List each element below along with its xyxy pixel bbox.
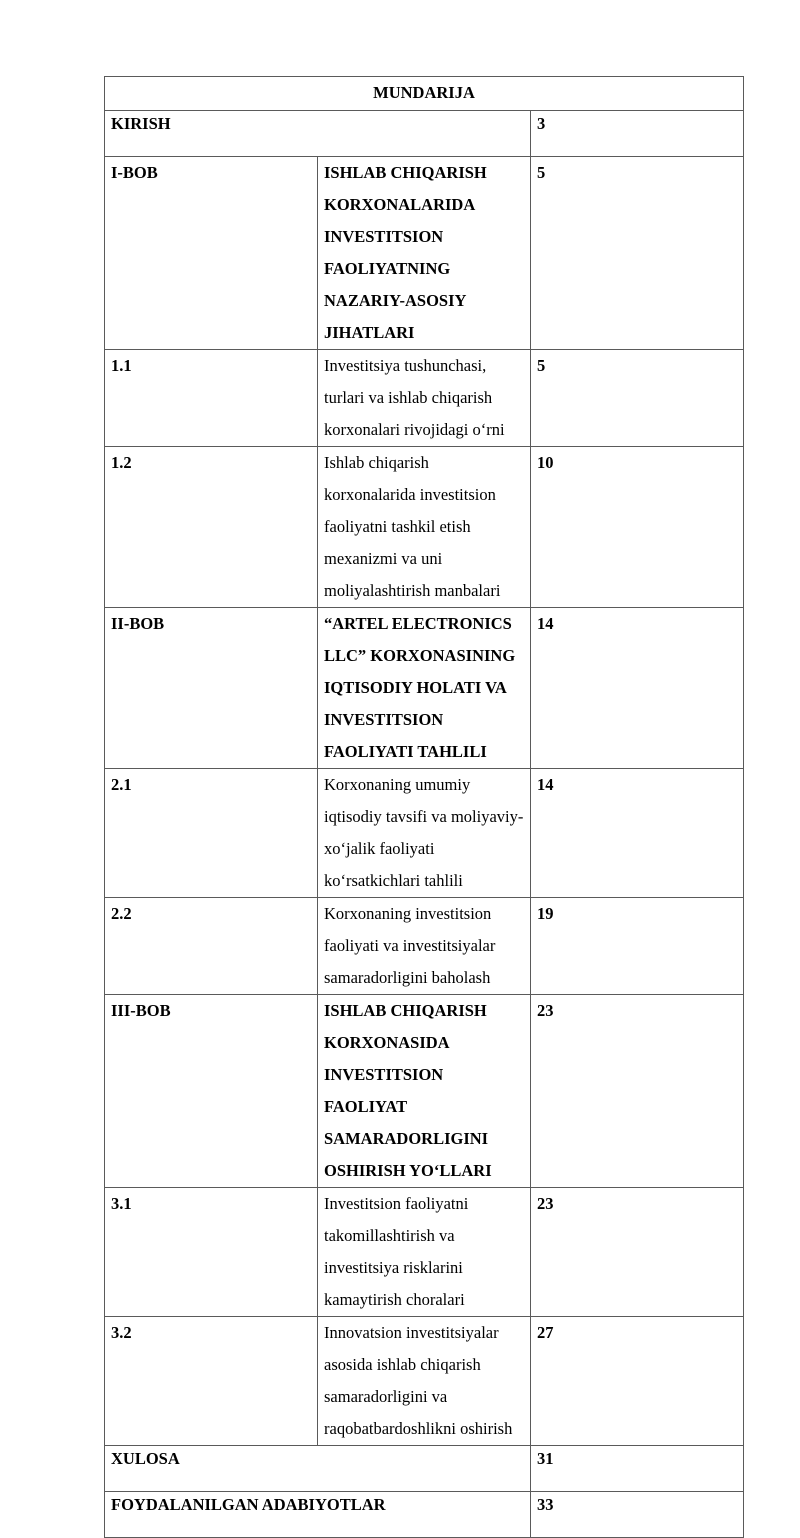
toc-row bbox=[105, 157, 744, 350]
row-page: 27 bbox=[531, 1317, 744, 1446]
row-title: “ARTEL ELECTRONICS LLC” KORXONASINING IQTISODIY HOLATI VA INVESTITSION FAOLIYATI TAHLILI bbox=[318, 608, 531, 769]
row-title: Korxonaning investitsion faoliyati va investitsiyalar samaradorligini baholash bbox=[318, 898, 531, 995]
toc-row bbox=[105, 1188, 744, 1317]
row-page: 23 bbox=[531, 995, 744, 1188]
row-number: I-BOB bbox=[105, 157, 318, 350]
row-title: Investitsion faoliyatni takomillashtirish va investitsiya risklarini kamaytirish choralari bbox=[318, 1188, 531, 1317]
toc-title-row bbox=[105, 77, 744, 111]
row-title: Investitsiya tushunchasi, turlari va ishlab chiqarish korxonalari rivojidagi o‘rni bbox=[318, 350, 531, 447]
row-page: 10 bbox=[531, 447, 744, 608]
row-page: 19 bbox=[531, 898, 744, 995]
toc-intro-row bbox=[105, 111, 744, 157]
row-number: 3.1 bbox=[105, 1188, 318, 1317]
row-number: 2.1 bbox=[105, 769, 318, 898]
toc-references-row bbox=[105, 1492, 744, 1538]
row-title: ISHLAB CHIQARISH KORXONALARIDA INVESTITSION FAOLIYATNING NAZARIY-ASOSIY JIHATLARI bbox=[318, 157, 531, 350]
references-page: 33 bbox=[531, 1492, 744, 1538]
row-title: Ishlab chiqarish korxonalarida investitsion faoliyatni tashkil etish mexanizmi va uni moliyalashtirish manbalari bbox=[318, 447, 531, 608]
table-of-contents bbox=[104, 76, 744, 1538]
row-page: 23 bbox=[531, 1188, 744, 1317]
toc-row bbox=[105, 608, 744, 769]
row-title: Innovatsion investitsiyalar asosida ishlab chiqarish samaradorligini va raqobatbardoshlikni oshirish bbox=[318, 1317, 531, 1446]
row-number: 2.2 bbox=[105, 898, 318, 995]
row-page: 5 bbox=[531, 157, 744, 350]
toc-title: MUNDARIJA bbox=[105, 77, 744, 111]
row-number: 1.2 bbox=[105, 447, 318, 608]
row-number: 3.2 bbox=[105, 1317, 318, 1446]
row-title: Korxonaning umumiy iqtisodiy tavsifi va moliyaviy-xo‘jalik faoliyati ko‘rsatkichlari tahlili bbox=[318, 769, 531, 898]
toc-row bbox=[105, 447, 744, 608]
toc-row bbox=[105, 1317, 744, 1446]
row-number: II-BOB bbox=[105, 608, 318, 769]
references-label: FOYDALANILGAN ADABIYOTLAR bbox=[105, 1492, 531, 1538]
intro-label: KIRISH bbox=[105, 111, 531, 157]
toc-row bbox=[105, 350, 744, 447]
intro-page: 3 bbox=[531, 111, 744, 157]
toc-row bbox=[105, 769, 744, 898]
row-page: 14 bbox=[531, 608, 744, 769]
row-title: ISHLAB CHIQARISH KORXONASIDA INVESTITSION FAOLIYAT SAMARADORLIGINI OSHIRISH YO‘LLARI bbox=[318, 995, 531, 1188]
row-number: 1.1 bbox=[105, 350, 318, 447]
toc-row bbox=[105, 995, 744, 1188]
row-page: 5 bbox=[531, 350, 744, 447]
toc-conclusion-row bbox=[105, 1446, 744, 1492]
toc-row bbox=[105, 898, 744, 995]
conclusion-page: 31 bbox=[531, 1446, 744, 1492]
row-page: 14 bbox=[531, 769, 744, 898]
row-number: III-BOB bbox=[105, 995, 318, 1188]
conclusion-label: XULOSA bbox=[105, 1446, 531, 1492]
